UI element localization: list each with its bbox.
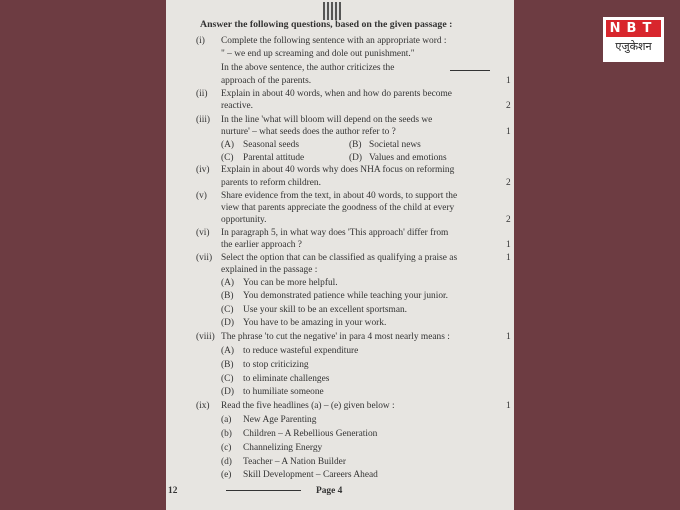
qr-code (323, 2, 341, 20)
option-text: Seasonal seeds (243, 140, 299, 150)
option-letter: (B) (221, 360, 234, 370)
question-text: Complete the following sentence with an appropriate word : (221, 36, 447, 46)
option-letter: (B) (221, 291, 234, 301)
option-text: New Age Parenting (243, 415, 317, 425)
option-text: Use your skill to be an excellent sportsman. (243, 305, 408, 315)
marks: 1 (506, 332, 511, 342)
marks: 1 (506, 401, 511, 411)
option-text: Teacher – A Nation Builder (243, 457, 346, 467)
option-letter: (D) (221, 387, 235, 397)
option-text: Skill Development – Careers Ahead (243, 470, 378, 480)
question-number: (ix) (196, 401, 210, 411)
section-heading: Answer the following questions, based on the given passage : (200, 19, 453, 30)
logo-brand: NBT (606, 20, 661, 37)
logo-sub: एजुकेशन (615, 40, 652, 53)
option-letter: (C) (221, 374, 234, 384)
footer-rule (226, 490, 301, 491)
option-letter: (c) (221, 443, 232, 453)
marks: 1 (506, 240, 511, 250)
question-number: (ii) (196, 89, 208, 99)
question-number: (vii) (196, 253, 213, 263)
option-text: to eliminate challenges (243, 374, 330, 384)
question-number: (iv) (196, 165, 210, 175)
question-text: In paragraph 5, in what way does 'This approach' differ from (221, 228, 449, 238)
question-number: (v) (196, 191, 207, 201)
question-text: In the above sentence, the author criticizes the (221, 63, 395, 73)
question-text: reactive. (221, 101, 254, 111)
nbt-logo (603, 17, 664, 62)
question-text: Explain in about 40 words, when and how do parents become (221, 89, 452, 99)
option: (A) (221, 140, 235, 150)
option: (C) (221, 153, 234, 163)
question-number: (viii) (196, 332, 215, 342)
option-text: to stop criticizing (243, 360, 309, 370)
option-text: to humiliate someone (243, 387, 324, 397)
page-label: Page 4 (316, 486, 343, 496)
marks: 2 (506, 215, 511, 225)
marks: 1 (506, 127, 511, 137)
question-text: Share evidence from the text, in about 40 words, to support the (221, 191, 458, 201)
question-text: Read the five headlines (a) – (e) given below : (221, 401, 395, 411)
question-number: (iii) (196, 115, 211, 125)
option-letter: (C) (221, 305, 234, 315)
option-text: Channelizing Energy (243, 443, 323, 453)
option-text: You can be more helpful. (243, 278, 338, 288)
question-number: (i) (196, 36, 205, 46)
question-text: Select the option that can be classified as qualifying a praise as (221, 253, 458, 263)
marks: 1 (506, 76, 511, 86)
question-text: approach of the parents. (221, 76, 312, 86)
option-text: Parental attitude (243, 153, 305, 163)
question-text: " – we end up screaming and dole out punishment." (221, 49, 415, 59)
option-letter: (A) (221, 346, 235, 356)
option: (D) (349, 153, 363, 163)
option-text: Societal news (369, 140, 421, 150)
marks: 1 (506, 253, 511, 263)
question-text: the earlier approach ? (221, 240, 302, 250)
question-text: nurture' – what seeds does the author refer to ? (221, 127, 396, 137)
question-text: view that parents appreciate the goodness of the child at every (221, 203, 455, 213)
marks: 2 (506, 101, 511, 111)
question-text: parents to reform children. (221, 178, 321, 188)
option: (B) (349, 140, 362, 150)
option-letter: (d) (221, 457, 232, 467)
question-number: (vi) (196, 228, 210, 238)
option-text: You demonstrated patience while teaching your junior. (243, 291, 448, 301)
question-text: In the line 'what will bloom will depend on the seeds we (221, 115, 433, 125)
option-letter: (b) (221, 429, 232, 439)
question-text: Explain in about 40 words why does NHA focus on reforming (221, 165, 455, 175)
option-letter: (D) (221, 318, 235, 328)
option-text: Values and emotions (369, 153, 447, 163)
question-text: The phrase 'to cut the negative' in para 4 most nearly means : (221, 332, 450, 342)
option-text: Children – A Rebellious Generation (243, 429, 378, 439)
option-text: You have to be amazing in your work. (243, 318, 387, 328)
marks: 2 (506, 178, 511, 188)
option-letter: (e) (221, 470, 232, 480)
question-text: opportunity. (221, 215, 267, 225)
option-letter: (A) (221, 278, 235, 288)
option-letter: (a) (221, 415, 232, 425)
answer-blank (450, 70, 490, 71)
page-number-left: 12 (168, 486, 178, 496)
question-text: explained in the passage : (221, 265, 318, 275)
exam-page (166, 0, 514, 510)
option-text: to reduce wasteful expenditure (243, 346, 359, 356)
